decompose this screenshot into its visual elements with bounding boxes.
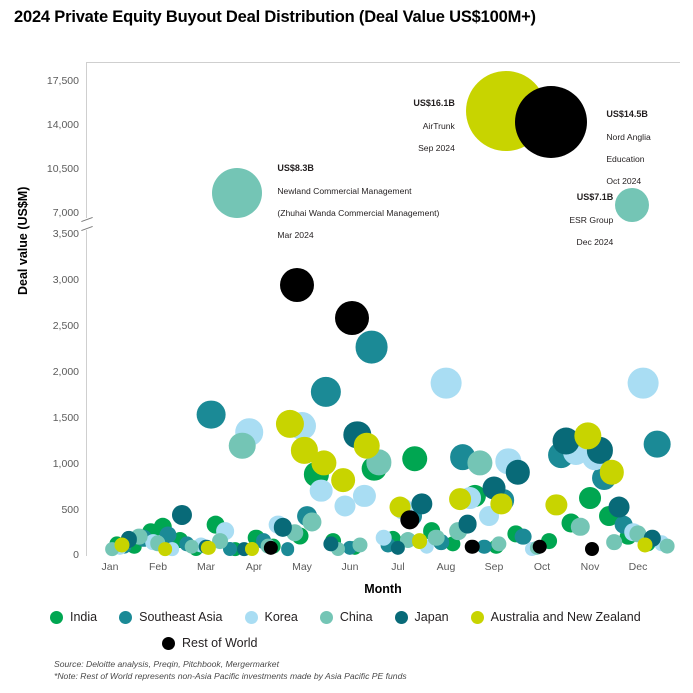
scatter-point bbox=[310, 479, 333, 502]
y-axis-label: Deal value (US$M) bbox=[16, 186, 30, 295]
scatter-point bbox=[354, 433, 381, 460]
callout-line: ESR Group bbox=[569, 214, 614, 225]
legend-row-1 bbox=[50, 604, 670, 630]
scatter-point bbox=[281, 543, 295, 557]
scatter-point bbox=[158, 543, 172, 557]
callout-value: US$16.1B bbox=[413, 98, 455, 108]
scatter-point bbox=[331, 468, 355, 492]
scatter-point bbox=[245, 542, 259, 556]
y-tick-label: 3,000 bbox=[52, 274, 79, 286]
x-tick-label: Jul bbox=[391, 561, 405, 573]
x-tick-label: Oct bbox=[533, 561, 551, 573]
source-line-1: Source: Deloitte analysis, Preqin, Pitchbook, Mergermarket bbox=[54, 659, 279, 669]
scatter-point bbox=[491, 493, 512, 514]
axis-break-mark bbox=[81, 217, 93, 222]
scatter-point bbox=[546, 494, 567, 515]
legend-label: Rest of World bbox=[182, 636, 258, 650]
scatter-point bbox=[311, 377, 341, 407]
callout-line: AirTrunk bbox=[422, 120, 455, 131]
legend-item-japan[interactable] bbox=[395, 610, 449, 624]
x-tick-label: Feb bbox=[148, 561, 168, 573]
x-tick-label: May bbox=[292, 561, 312, 573]
legend-label: Korea bbox=[264, 610, 298, 624]
scatter-point bbox=[172, 505, 192, 525]
y-tick-label: 500 bbox=[61, 504, 79, 516]
y-tick-label: 14,000 bbox=[46, 119, 79, 131]
legend-item-australia-new-zealand[interactable] bbox=[471, 610, 641, 624]
legend-swatch-icon bbox=[245, 611, 258, 624]
scatter-point bbox=[375, 529, 392, 546]
scatter-point bbox=[114, 537, 129, 552]
legend-label: Japan bbox=[414, 610, 449, 624]
callout-value: US$8.3B bbox=[277, 163, 314, 173]
y-axis-lower bbox=[86, 230, 87, 556]
page-title: 2024 Private Equity Buyout Deal Distribution (Deal Value US$100M+) bbox=[14, 8, 536, 26]
source-note bbox=[54, 658, 407, 683]
y-tick-label: 1,500 bbox=[52, 412, 79, 424]
scatter-point bbox=[532, 539, 547, 554]
callout-line: Nord Anglia bbox=[606, 131, 651, 142]
scatter-point bbox=[431, 368, 462, 399]
x-tick-label: Sep bbox=[484, 561, 504, 573]
y-tick-label: 7,000 bbox=[52, 207, 79, 219]
scatter-point bbox=[491, 536, 506, 551]
scatter-point bbox=[280, 268, 314, 302]
scatter-point bbox=[608, 497, 629, 518]
scatter-point bbox=[599, 460, 623, 484]
scatter-point bbox=[335, 496, 356, 517]
callout-line: (Zhuhai Wanda Commercial Management) bbox=[277, 207, 440, 218]
highlight-bubble-nord-anglia bbox=[515, 86, 587, 158]
scatter-point bbox=[465, 539, 480, 554]
scatter-point bbox=[400, 510, 419, 529]
scatter-point bbox=[355, 330, 388, 363]
y-tick-label: 2,500 bbox=[52, 320, 79, 332]
x-tick-label: Jan bbox=[101, 561, 119, 573]
y-tick-label: 17,500 bbox=[46, 75, 79, 87]
x-axis bbox=[86, 62, 680, 63]
x-tick-label: Apr bbox=[245, 561, 263, 573]
scatter-point bbox=[467, 451, 492, 476]
callout-line: Oct 2024 bbox=[606, 175, 642, 186]
axis-break-mark bbox=[81, 226, 93, 231]
callout-line: Newland Commercial Management bbox=[277, 185, 412, 196]
x-tick-label: Aug bbox=[436, 561, 456, 573]
scatter-point bbox=[458, 514, 477, 533]
legend-item-rest-of-world[interactable] bbox=[162, 636, 258, 650]
legend-item-korea[interactable] bbox=[245, 610, 298, 624]
legend bbox=[50, 604, 670, 656]
scatter-point bbox=[585, 542, 599, 556]
scatter-point bbox=[571, 517, 589, 535]
y-tick-label: 0 bbox=[73, 549, 79, 561]
legend-swatch-icon bbox=[162, 637, 175, 650]
legend-item-india[interactable] bbox=[50, 610, 97, 624]
scatter-point bbox=[352, 537, 367, 552]
scatter-point bbox=[196, 400, 225, 429]
callout-value: US$7.1B bbox=[576, 192, 614, 202]
scatter-point bbox=[302, 512, 321, 531]
legend-label: Australia and New Zealand bbox=[490, 610, 641, 624]
plot-area bbox=[46, 62, 680, 596]
x-axis-label: Month bbox=[364, 582, 402, 596]
x-tick-label: Jun bbox=[341, 561, 359, 573]
scatter-point bbox=[638, 537, 653, 552]
legend-item-southeast-asia[interactable] bbox=[119, 610, 222, 624]
legend-label: India bbox=[70, 610, 98, 624]
x-tick-label: Dec bbox=[628, 561, 648, 573]
callout-line: Sep 2024 bbox=[418, 142, 455, 153]
scatter-point bbox=[659, 538, 674, 553]
callout-newland bbox=[263, 152, 439, 252]
scatter-point bbox=[184, 539, 199, 554]
y-axis-upper bbox=[86, 62, 87, 218]
scatter-point bbox=[606, 534, 622, 550]
y-tick-label: 10,500 bbox=[46, 163, 79, 175]
highlight-bubble-newland bbox=[212, 168, 262, 218]
scatter-point bbox=[335, 301, 369, 335]
callout-line: Mar 2024 bbox=[277, 229, 314, 240]
legend-swatch-icon bbox=[119, 611, 132, 624]
legend-swatch-icon bbox=[395, 611, 408, 624]
callout-value: US$14.5B bbox=[606, 109, 648, 119]
callout-line: Dec 2024 bbox=[576, 236, 614, 247]
scatter-point bbox=[428, 529, 445, 546]
scatter-point bbox=[579, 487, 601, 509]
scatter-point bbox=[627, 368, 658, 399]
legend-swatch-icon bbox=[471, 611, 484, 624]
scatter-point bbox=[412, 533, 428, 549]
scatter-point bbox=[391, 541, 405, 555]
source-line-2: *Note: Rest of World represents non-Asia Pacific investments made by Asia Pacific PE funds bbox=[54, 671, 407, 682]
y-tick-label: 1,000 bbox=[52, 458, 79, 470]
legend-swatch-icon bbox=[320, 611, 333, 624]
scatter-point bbox=[402, 446, 428, 472]
scatter-point bbox=[644, 431, 671, 458]
y-tick-label: 3,500 bbox=[52, 228, 79, 240]
legend-swatch-icon bbox=[50, 611, 63, 624]
scatter-point bbox=[201, 541, 215, 555]
callout-line: Education bbox=[606, 153, 645, 164]
y-tick-label: 2,000 bbox=[52, 366, 79, 378]
scatter-point bbox=[229, 433, 256, 460]
callout-esr bbox=[555, 181, 613, 259]
legend-item-china[interactable] bbox=[320, 610, 373, 624]
x-tick-label: Nov bbox=[580, 561, 600, 573]
x-tick-label: Mar bbox=[196, 561, 216, 573]
legend-label: China bbox=[339, 610, 373, 624]
legend-row-2 bbox=[50, 630, 670, 656]
scatter-point bbox=[353, 485, 375, 507]
scatter-point bbox=[506, 460, 530, 484]
scatter-point bbox=[449, 488, 471, 510]
legend-label: Southeast Asia bbox=[139, 610, 223, 624]
